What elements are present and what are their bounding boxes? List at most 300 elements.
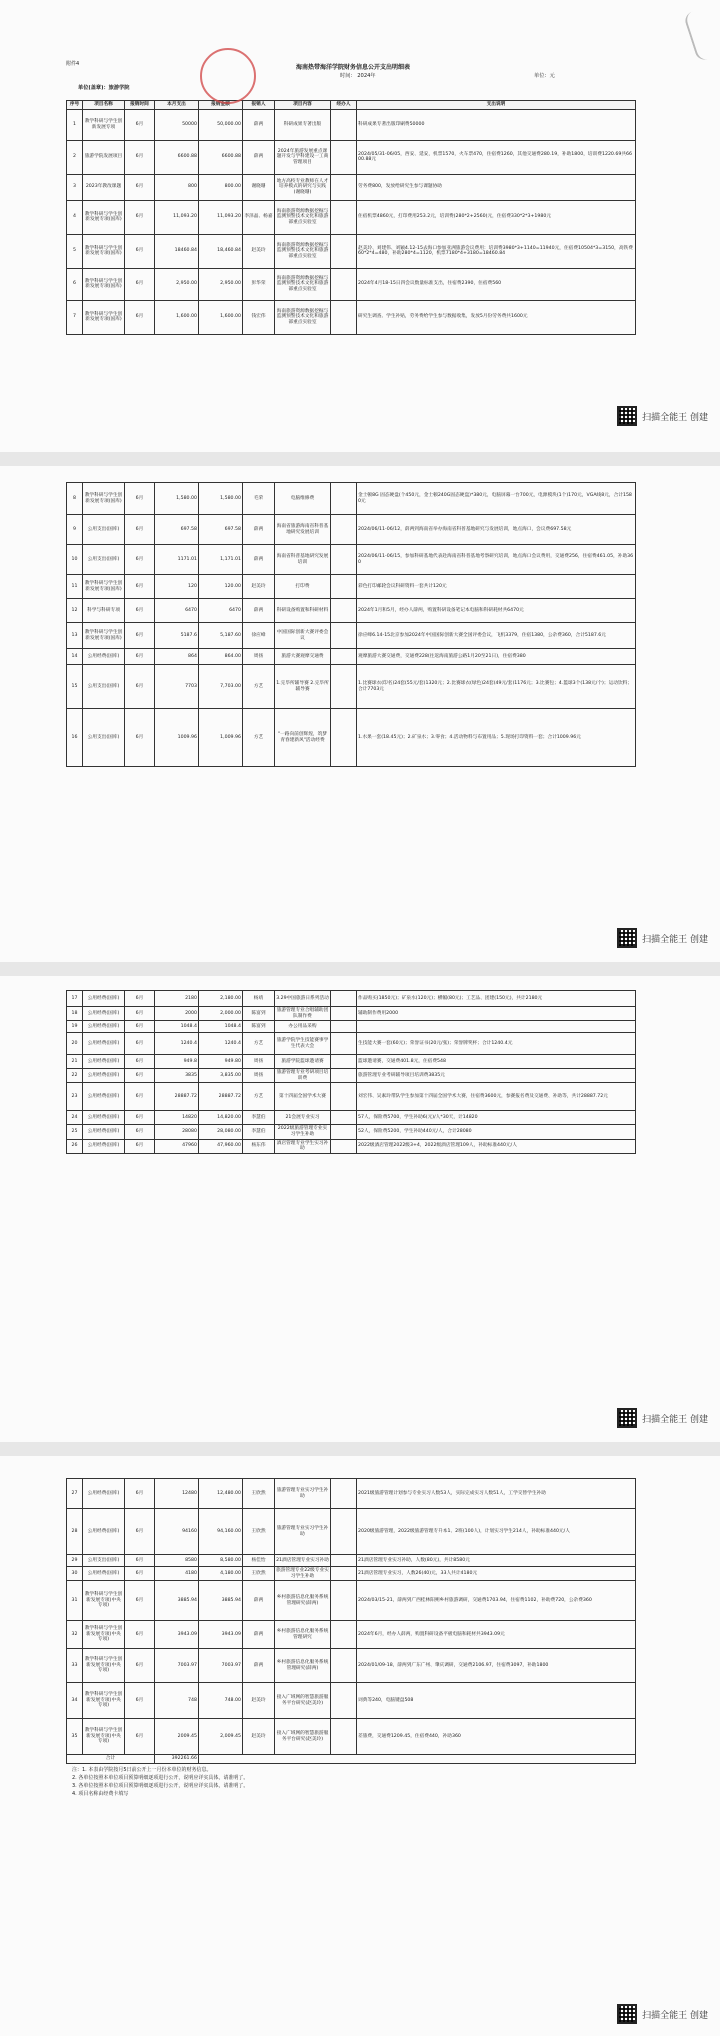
row-number: 35	[67, 1719, 83, 1755]
attachment-label: 附件4	[66, 61, 80, 67]
expense-description: 篮球邀请赛，交通费401.8元，住宿费548	[357, 1055, 636, 1069]
table-row	[67, 200, 636, 234]
project-content: 3.29中国旅游日系列活动	[275, 991, 331, 1007]
claimant: 周扬	[243, 1055, 275, 1069]
claimant: 毛荣	[243, 483, 275, 515]
project-content: 电脑维修费	[275, 483, 331, 515]
project-name: 公用支出(国库)	[83, 515, 125, 545]
reimbursed-amount: 1048.4	[199, 1021, 243, 1033]
handler	[331, 268, 357, 300]
total-label: 合计	[67, 1755, 155, 1764]
claimant: 薛两	[243, 140, 275, 174]
reimbursed-amount: 3,835.00	[199, 1069, 243, 1083]
table-row	[67, 515, 636, 545]
monthly-expense: 28887.72	[155, 1083, 199, 1111]
row-number: 34	[67, 1683, 83, 1719]
monthly-expense: 11,093.20	[155, 200, 199, 234]
expense-description: 劳务费800，发放给研究生参与课题协助	[357, 174, 636, 200]
project-content: 海南旅游资源数据挖掘与监测预警技术文化和旅游部重点实验室	[275, 234, 331, 268]
scan-page-2	[0, 466, 720, 962]
table-row	[67, 1111, 636, 1125]
month: 6月	[125, 623, 155, 649]
project-name: 公用支出(国库)	[83, 665, 125, 709]
table-row	[67, 1139, 636, 1153]
column-header: 支出说明	[357, 101, 636, 110]
table-row	[67, 1649, 636, 1683]
project-content: 21会展专业实习	[275, 1111, 331, 1125]
project-name: 公用经费(国库)	[83, 1509, 125, 1555]
project-name: 教学科研与学生创新发展专项(国库)	[83, 268, 125, 300]
document-header	[66, 56, 636, 100]
reimbursed-amount: 1,171.01	[199, 545, 243, 575]
row-number: 26	[67, 1139, 83, 1153]
reimbursed-amount: 1,009.96	[199, 709, 243, 767]
claimant: 周扬	[243, 1069, 275, 1083]
expense-description: 21酒店管理专业实习，人数26(40)元，33人共计4180元	[357, 1567, 636, 1581]
monthly-expense: 1,580.00	[155, 483, 199, 515]
claimant: 薛两	[243, 1621, 275, 1649]
project-content: 接入广域网的智慧旅游服务平台研究(赵美玲)	[275, 1683, 331, 1719]
claimant: 薛两	[243, 545, 275, 575]
reimbursed-amount: 12,480.00	[199, 1479, 243, 1509]
monthly-expense: 6470	[155, 599, 199, 623]
row-number: 31	[67, 1581, 83, 1621]
monthly-expense: 748	[155, 1683, 199, 1719]
table-row	[67, 1055, 636, 1069]
monthly-expense: 2000	[155, 1007, 199, 1021]
project-name: 公用经费(国库)	[83, 1083, 125, 1111]
column-header: 本月支出	[155, 101, 199, 110]
expense-description: 2024/06/11-06/12，薛两到海南省举办海南省科普基地研究与发展培训，地点海口，会议费697.58元	[357, 515, 636, 545]
handler	[331, 1683, 357, 1719]
handler	[331, 234, 357, 268]
project-name: 公用经费(国库)	[83, 1111, 125, 1125]
monthly-expense: 1009.96	[155, 709, 199, 767]
watermark	[617, 1408, 708, 1428]
handler	[331, 1509, 357, 1555]
project-name: 公用经费(国库)	[83, 1139, 125, 1153]
project-content: 旅游学院学生技能赛事学生代表大会	[275, 1033, 331, 1055]
row-number: 3	[67, 174, 83, 200]
monthly-expense: 1240.4	[155, 1033, 199, 1055]
expense-description: 辅助制作费用2000	[357, 1007, 636, 1021]
claimant: 杨靖	[243, 991, 275, 1007]
table-row	[67, 1509, 636, 1555]
monthly-expense: 949.8	[155, 1055, 199, 1069]
month: 6月	[125, 1509, 155, 1555]
claimant: 方艺	[243, 665, 275, 709]
monthly-expense: 1048.4	[155, 1021, 199, 1033]
expense-table-4	[66, 1478, 636, 1764]
project-content: 旅游管理专业考研项目培训费	[275, 1069, 331, 1083]
project-content: 旅游管理专业实习学生补助	[275, 1509, 331, 1555]
project-content: 乡村旅游信息化服务系统管理研究	[275, 1621, 331, 1649]
column-header: 项目名称	[83, 101, 125, 110]
monthly-expense: 1,600.00	[155, 300, 199, 334]
expense-table-2	[66, 482, 636, 767]
monthly-expense: 94160	[155, 1509, 199, 1555]
handler	[331, 1069, 357, 1083]
expense-description: 2024/05/31-06/05，西安、延安，机票1570，火车票470，住宿费1260，其他交通费280.19，补助1800，培训费1220.69共6600.88元	[357, 140, 636, 174]
table-row	[67, 575, 636, 599]
column-header: 报销金额	[199, 101, 243, 110]
handler	[331, 1649, 357, 1683]
row-number: 32	[67, 1621, 83, 1649]
reimbursed-amount: 6600.88	[199, 140, 243, 174]
project-name: 旅游学院发展项目	[83, 140, 125, 174]
row-number: 16	[67, 709, 83, 767]
reimbursed-amount: 47,960.00	[199, 1139, 243, 1153]
month: 6月	[125, 1069, 155, 1083]
footnotes	[72, 1766, 636, 1798]
row-number: 12	[67, 599, 83, 623]
project-name: 科学与科研专项	[83, 599, 125, 623]
project-content: 科研设备购置和科研材料	[275, 599, 331, 623]
project-name: 公用经费(国库)	[83, 1033, 125, 1055]
table-header-row	[67, 101, 636, 110]
table-row	[67, 234, 636, 268]
page-gap	[0, 1442, 720, 1456]
project-content: 乡村旅游信息化服务系统管理研究(薛两)	[275, 1581, 331, 1621]
row-number: 20	[67, 1033, 83, 1055]
expense-description	[357, 1021, 636, 1033]
expense-description: 差旅费，交通费1209.45，住宿费440，补助360	[357, 1719, 636, 1755]
expense-description: 生技能大赛一套(60元)；荣誉证书(20元/张)；荣誉牌奖杯；合计1240.4元	[357, 1033, 636, 1055]
reimbursed-amount: 748.00	[199, 1683, 243, 1719]
project-content: 海南旅游资源数据挖掘与监测预警技术文化和旅游部重点实验室	[275, 200, 331, 234]
column-header: 报销人	[243, 101, 275, 110]
row-number: 13	[67, 623, 83, 649]
expense-description: 赵美玲、刘建伟、刘颖4.12-15去海口参加亚洲旅游会议费用：培训费3980*3+1140=11940元，住宿费10504*3=3150，高铁费60*2*4=480，补助280*4=1120，机票7180*4+3180=18460.84	[357, 234, 636, 268]
total-value: 392261.66	[155, 1755, 199, 1764]
expense-description: 作品购买(1850元)；矿泉水(120元)；横幅(80元)；工艺品、团建(150元)，共计2180元	[357, 991, 636, 1007]
project-content: 科研成果专著出版	[275, 109, 331, 140]
expense-description: 词典等240，电脑键盘508	[357, 1683, 636, 1719]
project-name: 教学科研与学生创新发展专项(中央专项)	[83, 1621, 125, 1649]
table-row	[67, 623, 636, 649]
sheet-3	[66, 990, 636, 1154]
reimbursed-amount: 7,703.00	[199, 665, 243, 709]
project-content: 海南省科普基地研究发展培训	[275, 545, 331, 575]
monthly-expense: 5187.6	[155, 623, 199, 649]
claimant: 杨佳怡	[243, 1555, 275, 1567]
project-content: 海南省旅游海南省科普基地研究发展培训	[275, 515, 331, 545]
handler	[331, 1111, 357, 1125]
watermark	[617, 406, 708, 426]
monthly-expense: 6600.88	[155, 140, 199, 174]
project-name: 公用经费(国库)	[83, 649, 125, 665]
handler	[331, 649, 357, 665]
expense-table-3	[66, 990, 636, 1154]
watermark-text: 扫描全能王 创建	[642, 2010, 708, 2021]
project-name: 教学科研与学生创新发展专项(中央专项)	[83, 1581, 125, 1621]
expense-description: 彩色打印邮轮会议科研资料一套共计120元	[357, 575, 636, 599]
expense-description: 徐应峰6.14-15北京参加2024年中国国际创新大赛全国评委会议，飞机3379，住宿1380，公杂费360，合计5187.6元	[357, 623, 636, 649]
handler	[331, 109, 357, 140]
reimbursed-amount: 6470	[199, 599, 243, 623]
project-content: 1.完毕所辅导赛 2.完毕所辅导赛	[275, 665, 331, 709]
project-name: 公用支出(国库)	[83, 545, 125, 575]
monthly-expense: 8580	[155, 1555, 199, 1567]
table-row	[67, 991, 636, 1007]
claimant: 李慧伯	[243, 1125, 275, 1139]
reimbursed-amount: 11,093.20	[199, 200, 243, 234]
claimant: 赵美玲	[243, 1719, 275, 1755]
claimant: 薛两	[243, 515, 275, 545]
reimbursed-amount: 8,580.00	[199, 1555, 243, 1567]
watermark	[617, 928, 708, 948]
qr-code-icon	[617, 928, 637, 948]
handler	[331, 623, 357, 649]
monthly-expense: 2,950.00	[155, 268, 199, 300]
row-number: 9	[67, 515, 83, 545]
row-number: 27	[67, 1479, 83, 1509]
amount-unit: 单位：元	[534, 73, 555, 79]
handler	[331, 1083, 357, 1111]
project-name: 教学科研与学生创新发展专项(中央专项)	[83, 1649, 125, 1683]
qr-code-icon	[617, 1408, 637, 1428]
claimant: 薛两	[243, 1581, 275, 1621]
expense-table-1	[66, 100, 636, 335]
table-row	[67, 1125, 636, 1139]
monthly-expense: 120	[155, 575, 199, 599]
column-header: 序号	[67, 101, 83, 110]
row-number: 5	[67, 234, 83, 268]
row-number: 29	[67, 1555, 83, 1567]
table-body	[67, 991, 636, 1154]
watermark-text: 扫描全能王 创建	[642, 934, 708, 945]
month: 6月	[125, 709, 155, 767]
reimbursed-amount: 3943.09	[199, 1621, 243, 1649]
month: 6月	[125, 1125, 155, 1139]
expense-description: 57人，保险费5700，学生补助6(元)/人*30天，计14820	[357, 1111, 636, 1125]
watermark-text: 扫描全能王 创建	[642, 412, 708, 423]
reimbursed-amount: 28,080.00	[199, 1125, 243, 1139]
month: 6月	[125, 109, 155, 140]
month: 6月	[125, 649, 155, 665]
project-name: 教学科研与学生创新发展专项(国库)	[83, 300, 125, 334]
project-content: 旅游管理专业22级专业实习学生补助	[275, 1567, 331, 1581]
handler	[331, 1021, 357, 1033]
project-name: 公用经费(国库)	[83, 1069, 125, 1083]
reimbursed-amount: 120.00	[199, 575, 243, 599]
month: 6月	[125, 483, 155, 515]
project-content: 旅游大赛观摩交通费	[275, 649, 331, 665]
project-content: 酒店管理专业学生实习补助	[275, 1139, 331, 1153]
expense-description: 2024/03/15-21，薛两到广西桂林阳朔乡村旅游调研，交通费1703.94，住宿费1102，补助费720，公杂费360	[357, 1581, 636, 1621]
reimbursed-amount: 50,000.00	[199, 109, 243, 140]
table-row	[67, 1479, 636, 1509]
table-row	[67, 300, 636, 334]
page-gap	[0, 962, 720, 976]
monthly-expense: 864	[155, 649, 199, 665]
sheet-2	[66, 482, 636, 767]
handler	[331, 1007, 357, 1021]
claimant: 陈富到	[243, 1021, 275, 1033]
handler	[331, 665, 357, 709]
expense-description: 观摩旅游大赛交通费，交通费228(往返海南旅游公路1月20至21日)，住宿费380	[357, 649, 636, 665]
project-name: 教学科研与学生创新发展专项(国库)	[83, 575, 125, 599]
row-number: 10	[67, 545, 83, 575]
claimant: 李泽晶、杨嘉	[243, 200, 275, 234]
scan-page-4	[0, 1456, 720, 2036]
month: 6月	[125, 1055, 155, 1069]
qr-code-icon	[617, 2004, 637, 2024]
expense-description: 2020级旅游管理，2022级旅游管理专升本1、2班(100人)，计划实习学生214人，补助标准440元/人	[357, 1509, 636, 1555]
table-row	[67, 545, 636, 575]
monthly-expense: 800	[155, 174, 199, 200]
row-number: 30	[67, 1567, 83, 1581]
month: 6月	[125, 234, 155, 268]
row-number: 18	[67, 1007, 83, 1021]
project-name: 教学科研与学生创新发展专项	[83, 109, 125, 140]
monthly-expense: 7703	[155, 665, 199, 709]
handler	[331, 1055, 357, 1069]
project-content: 2024年旅游发展重点课题开发与学科建设一工商管理项目	[275, 140, 331, 174]
sheet-4	[66, 1478, 636, 1798]
project-content: 2022级旅游管理专业实习学生补助	[275, 1125, 331, 1139]
project-name: 教学科研与学生创新发展专项(国库)	[83, 200, 125, 234]
expense-description: 21酒店管理专业实习补助，人数(80元)，共计8580元	[357, 1555, 636, 1567]
reimbursed-amount: 2,000.00	[199, 1007, 243, 1021]
month: 6月	[125, 174, 155, 200]
project-name: 公用经费(国库)	[83, 1479, 125, 1509]
claimant: 徐应峰	[243, 623, 275, 649]
month: 6月	[125, 1621, 155, 1649]
project-content: 21酒店管理专业实习补助	[275, 1555, 331, 1567]
handler	[331, 200, 357, 234]
month: 6月	[125, 1479, 155, 1509]
row-number: 14	[67, 649, 83, 665]
monthly-expense: 50000	[155, 109, 199, 140]
project-content: 办公用品采购	[275, 1021, 331, 1033]
claimant: 周扬	[243, 649, 275, 665]
project-name: 公用支出(国库)	[83, 1555, 125, 1567]
row-number: 25	[67, 1125, 83, 1139]
watermark	[617, 2004, 708, 2024]
monthly-expense: 3835	[155, 1069, 199, 1083]
month: 6月	[125, 515, 155, 545]
expense-description: 2024/06/11-06/15，参加科研基地代表赴海南省科普基地考察研究培训，地点海口会议费用，交通费256，住宿费461.05，补助360	[357, 545, 636, 575]
project-content: 接入广域网的智慧旅游服务平台研究(赵美玲)	[275, 1719, 331, 1755]
table-body	[67, 483, 636, 767]
reimbursed-amount: 14,820.00	[199, 1111, 243, 1125]
handler	[331, 300, 357, 334]
monthly-expense: 28080	[155, 1125, 199, 1139]
month: 6月	[125, 300, 155, 334]
project-content: 地方高校专业教师在人才培养模式的研究与实践(谢晓珊)	[275, 174, 331, 200]
row-number: 2	[67, 140, 83, 174]
monthly-expense: 18460.84	[155, 234, 199, 268]
total-row	[67, 1755, 636, 1764]
sheet-1	[66, 56, 636, 335]
handler	[331, 1555, 357, 1567]
monthly-expense: 3943.09	[155, 1621, 199, 1649]
reimbursed-amount: 18,460.84	[199, 234, 243, 268]
month: 6月	[125, 1021, 155, 1033]
official-seal	[200, 48, 256, 104]
monthly-expense: 14820	[155, 1111, 199, 1125]
reimbursed-amount: 2,180.00	[199, 991, 243, 1007]
project-name: 公用经费(国库)	[83, 1125, 125, 1139]
claimant: 赵美玲	[243, 234, 275, 268]
month: 6月	[125, 599, 155, 623]
table-row	[67, 1567, 636, 1581]
claimant: 方艺	[243, 1033, 275, 1055]
reimbursed-amount: 864.00	[199, 649, 243, 665]
project-content: 第十四届全国学术大赛	[275, 1083, 331, 1111]
column-header: 报销时间	[125, 101, 155, 110]
column-header: 项目内容	[275, 101, 331, 110]
month: 6月	[125, 140, 155, 174]
handler	[331, 709, 357, 767]
row-number: 6	[67, 268, 83, 300]
project-content: 中国国际创新大赛评委会议	[275, 623, 331, 649]
reimbursed-amount: 94,160.00	[199, 1509, 243, 1555]
year-value: 2024年	[357, 73, 376, 79]
claimant: 王欣然	[243, 1479, 275, 1509]
handler	[331, 1479, 357, 1509]
monthly-expense: 4180	[155, 1567, 199, 1581]
expense-description: 科研成果专著出版印刷费50000	[357, 109, 636, 140]
project-content: 旅游学院篮球邀请赛	[275, 1055, 331, 1069]
row-number: 7	[67, 300, 83, 334]
monthly-expense: 3885.94	[155, 1581, 199, 1621]
claimant: 方艺	[243, 1083, 275, 1111]
reimbursed-amount: 2,950.00	[199, 268, 243, 300]
page-gap	[0, 452, 720, 466]
month: 6月	[125, 1139, 155, 1153]
month: 6月	[125, 1567, 155, 1581]
table-row	[67, 599, 636, 623]
time-label: 时间：	[340, 73, 356, 79]
monthly-expense: 2180	[155, 991, 199, 1007]
project-content: 乡村旅游信息化服务系统管理研究(薛两)	[275, 1649, 331, 1683]
expense-description: 2022级酒店管理2022级3+4，2022级酒店管理109人，补助标准440元/人	[357, 1139, 636, 1153]
month: 6月	[125, 1719, 155, 1755]
project-content: 海南旅游资源数据挖掘与监测预警技术文化和旅游部重点实验室	[275, 300, 331, 334]
row-number: 11	[67, 575, 83, 599]
expense-description: 2021级旅游管理计划参与专业实习人数53人，实际完成实习人数51人，工学交替学生补助	[357, 1479, 636, 1509]
row-number: 23	[67, 1083, 83, 1111]
month: 6月	[125, 200, 155, 234]
month: 6月	[125, 1555, 155, 1567]
monthly-expense: 12480	[155, 1479, 199, 1509]
document-title: 海南热带海洋学院财务信息公开支出明细表	[296, 64, 411, 71]
reimbursed-amount: 4,180.00	[199, 1567, 243, 1581]
expense-description: 研究生调查、学生补贴，劳务费给学生参与数据收集，发放5月份劳务费共1600元	[357, 300, 636, 334]
handler	[331, 140, 357, 174]
reimbursed-amount: 1,580.00	[199, 483, 243, 515]
expense-description: 住宿机票4860元，打印费用253.2元，培训费(280*2+2560)元，住宿费330*2*3+1980元	[357, 200, 636, 234]
month: 6月	[125, 1033, 155, 1055]
table-row	[67, 1581, 636, 1621]
table-row	[67, 1033, 636, 1055]
project-name: 公用经费(国库)	[83, 991, 125, 1007]
month: 6月	[125, 1683, 155, 1719]
footnote: 3. 各单位按照本单位项目预算明细逐项进行公开，说明应详实具体，请准明了。	[72, 1782, 249, 1789]
monthly-expense: 1171.01	[155, 545, 199, 575]
reimbursed-amount: 28887.72	[199, 1083, 243, 1111]
claimant: 彭华荣	[243, 268, 275, 300]
row-number: 15	[67, 665, 83, 709]
monthly-expense: 697.58	[155, 515, 199, 545]
handler	[331, 1719, 357, 1755]
project-content: 海南旅游资源数据挖掘与监测预警技术文化和旅游部重点实验室	[275, 268, 331, 300]
row-number: 1	[67, 109, 83, 140]
footnote: 注：1. 本表由学院按月5日前公开上一月份本单位的财务信息。	[72, 1766, 212, 1773]
table-row	[67, 1021, 636, 1033]
